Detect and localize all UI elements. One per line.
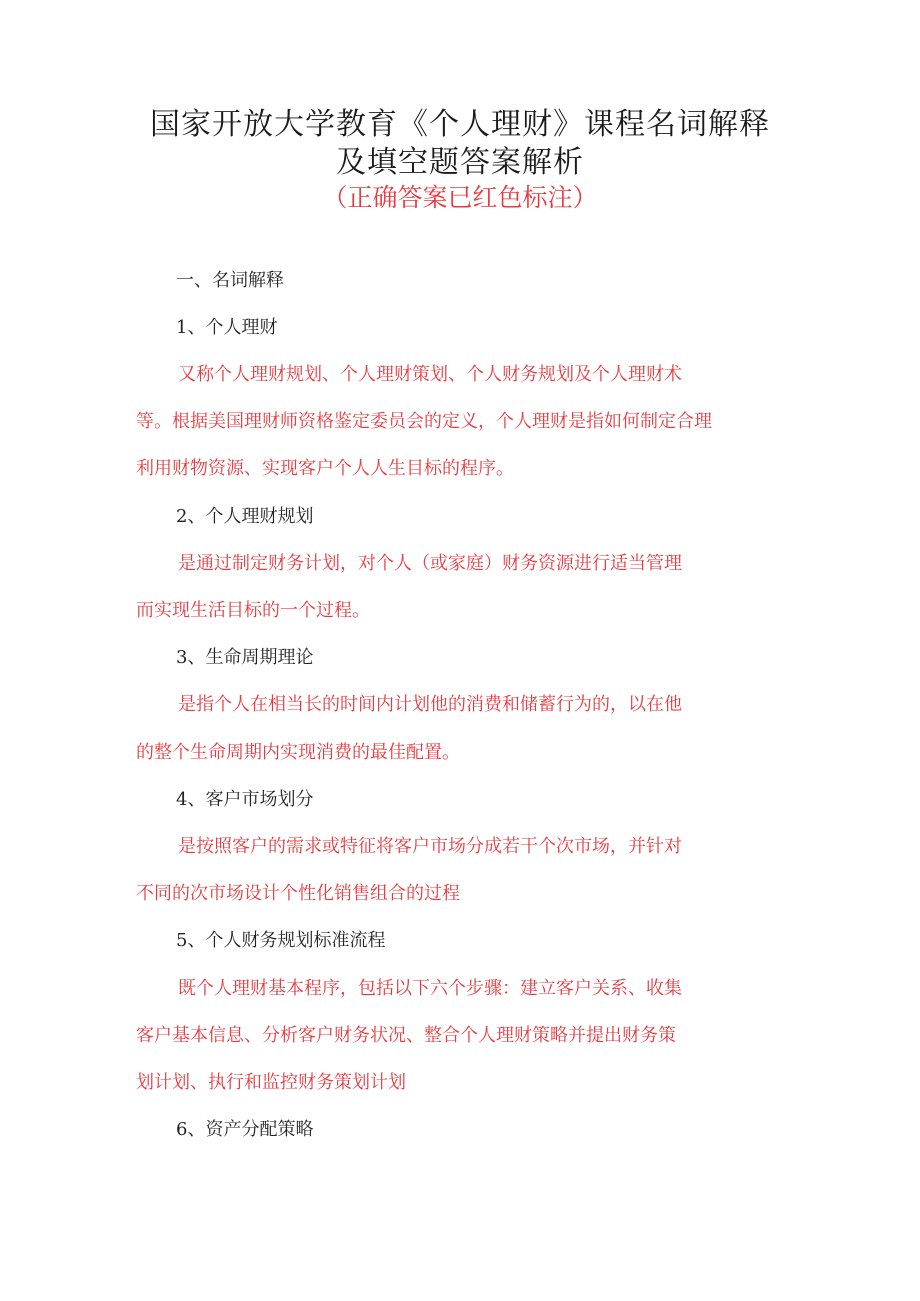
answer-color-note: （正确答案已红色标注） bbox=[322, 183, 598, 212]
term-definition-1-line-2: 等。根据美国理财师资格鉴定委员会的定义，个人理财是指如何制定合理 bbox=[136, 411, 712, 432]
term-definition-3-line-1: 是指个人在相当长的时间内计划他的消费和储蓄行为的，以在他 bbox=[178, 694, 682, 715]
document-title-line-2: 及填空题答案解析 bbox=[336, 145, 584, 180]
term-definition-5-line-1: 既个人理财基本程序，包括以下六个步骤：建立客户关系、收集 bbox=[178, 978, 682, 999]
term-definition-1-line-3: 利用财物资源、实现客户个人人生目标的程序。 bbox=[136, 458, 514, 479]
term-heading-5: 5、个人财务规划标准流程 bbox=[176, 930, 386, 951]
term-definition-5-line-3: 划计划、执行和监控财务策划计划 bbox=[136, 1072, 406, 1093]
term-heading-4: 4、客户市场划分 bbox=[176, 789, 314, 810]
section-heading: 一、名词解释 bbox=[176, 270, 284, 291]
term-definition-3-line-2: 的整个生命周期内实现消费的最佳配置。 bbox=[136, 742, 460, 763]
document-title-line-1: 国家开放大学教育《个人理财》课程名词解释 bbox=[150, 107, 770, 142]
term-heading-2: 2、个人理财规划 bbox=[176, 506, 314, 527]
term-definition-4-line-1: 是按照客户的需求或特征将客户市场分成若干个次市场，并针对 bbox=[178, 836, 682, 857]
term-heading-1: 1、个人理财 bbox=[176, 317, 278, 338]
term-definition-4-line-2: 不同的次市场设计个性化销售组合的过程 bbox=[136, 883, 460, 904]
term-definition-2-line-2: 而实现生活目标的一个过程。 bbox=[136, 600, 370, 621]
term-definition-1-line-1: 又称个人理财规划、个人理财策划、个人财务规划及个人理财术 bbox=[178, 364, 682, 385]
term-definition-2-line-1: 是通过制定财务计划，对个人（或家庭）财务资源进行适当管理 bbox=[178, 553, 682, 574]
term-heading-6: 6、资产分配策略 bbox=[176, 1119, 314, 1140]
term-heading-3: 3、生命周期理论 bbox=[176, 647, 314, 668]
term-definition-5-line-2: 客户基本信息、分析客户财务状况、整合个人理财策略并提出财务策 bbox=[136, 1025, 676, 1046]
